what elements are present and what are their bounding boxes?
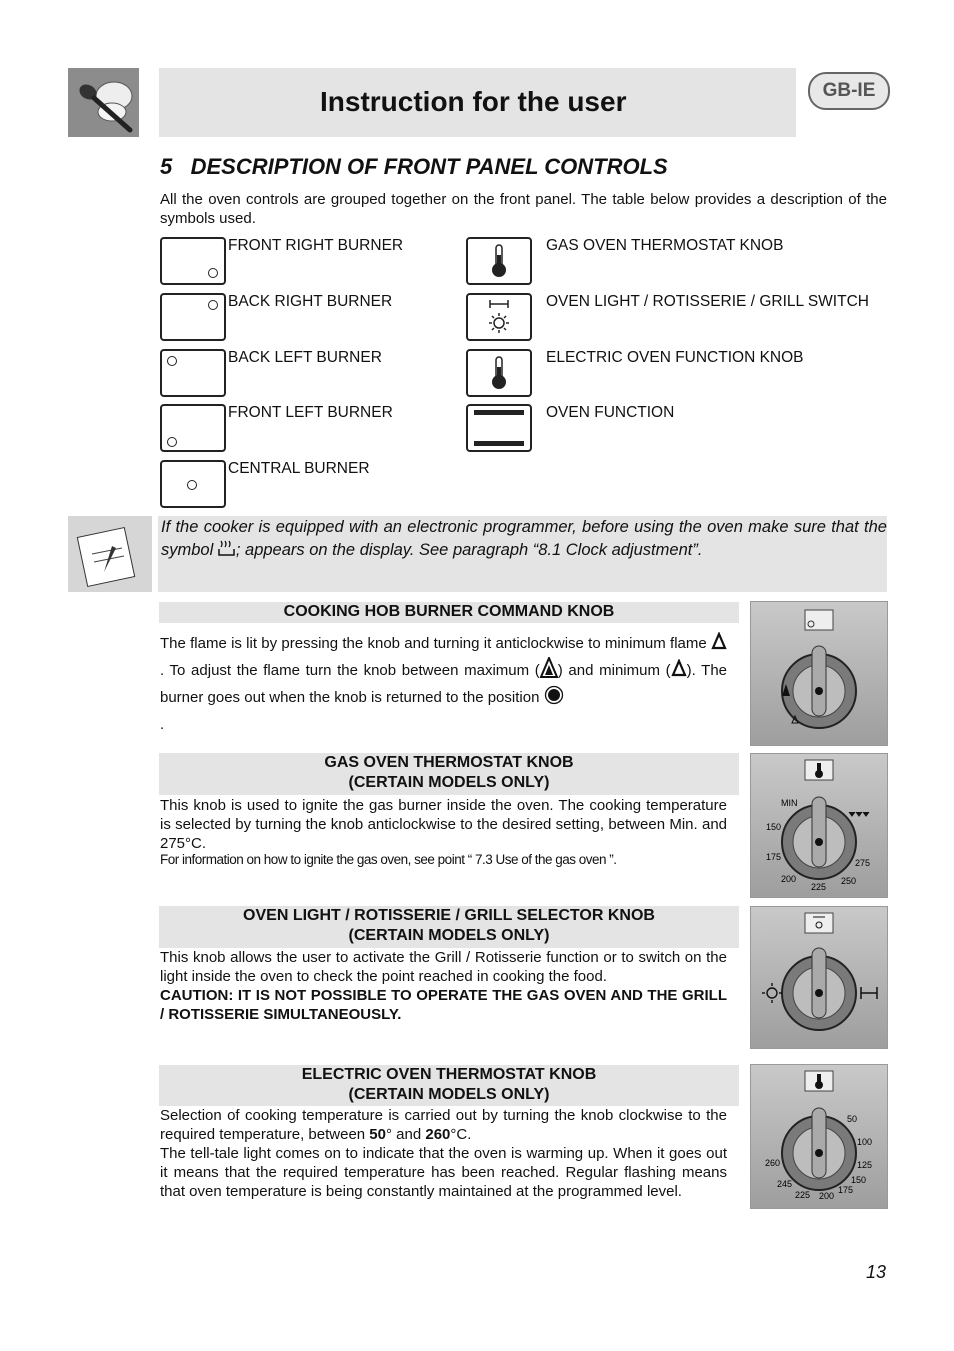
dial-label: 150 [851, 1175, 867, 1185]
dial-label: 50 [847, 1114, 858, 1124]
section-heading: COOKING HOB BURNER COMMAND KNOB [159, 602, 739, 623]
thermometer-icon [466, 349, 532, 397]
section-heading [159, 753, 739, 795]
note-text: If the cooker is equipped with an electronic programmer, before using the oven make sure that the symbol ; appears on the display. See paragraph “8.1 Clock adjustment”. [161, 518, 887, 559]
heading-line: OVEN LIGHT / ROTISSERIE / GRILL SELECTOR KNOB [243, 907, 655, 924]
symbol-label: BACK LEFT BURNER [228, 349, 382, 366]
heading-line: (CERTAIN MODELS ONLY) [348, 1086, 550, 1103]
symbol-label: CENTRAL BURNER [228, 460, 370, 477]
dial-label: MIN [781, 798, 798, 808]
burner-back-right-icon [160, 293, 226, 341]
symbol-label: ELECTRIC OVEN FUNCTION KNOB [546, 349, 804, 366]
hob-knob-image [750, 601, 888, 746]
small-flame-icon [671, 659, 687, 677]
dial-label: 125 [857, 1160, 873, 1170]
dial-label: 150 [766, 822, 782, 832]
dial-label: 225 [811, 882, 827, 892]
symbol-label: OVEN LIGHT / ROTISSERIE / GRILL SWITCH [546, 293, 869, 310]
dial-label: 225 [795, 1190, 811, 1200]
heading-line: GAS OVEN THERMOSTAT KNOB [324, 754, 574, 771]
page-title: Instruction for the user [320, 86, 627, 117]
symbol-label: FRONT LEFT BURNER [228, 404, 393, 421]
heading-line: (CERTAIN MODELS ONLY) [348, 774, 550, 791]
chef-logo [68, 68, 139, 137]
light-selector-knob-image [750, 906, 888, 1049]
hob-display-icon [218, 539, 236, 557]
gas-thermostat-knob-image [750, 753, 888, 898]
burner-central-icon [160, 460, 226, 508]
spoon-hat-icon [68, 68, 139, 137]
dial-label: 175 [838, 1185, 854, 1195]
large-flame-icon [540, 657, 558, 679]
burner-front-right-icon [160, 237, 226, 285]
gas-thermostat-description: This knob is used to ignite the gas burner inside the oven. The cooking temperature is selected by turning the knob anticlockwise to the desired setting, between Min. and 275°C. [160, 797, 727, 852]
light-selector-description: This knob allows the user to activate the Grill / Rotisserie function or to switch on the light inside the oven to check the point reached in cooking the food. [160, 949, 727, 985]
section-title: 5 DESCRIPTION OF FRONT PANEL CONTROLS [160, 154, 668, 179]
electric-thermostat-knob-image [750, 1064, 888, 1209]
symbol-label: GAS OVEN THERMOSTAT KNOB [546, 237, 784, 254]
section-heading [159, 906, 739, 948]
gas-thermostat-note: For information on how to ignite the gas oven, see point “ 7.3 Use of the gas oven ”. [160, 852, 617, 867]
heading-line: ELECTRIC OVEN THERMOSTAT KNOB [301, 1066, 597, 1083]
light-grill-icon [466, 293, 532, 341]
top-bottom-heat-icon [466, 404, 532, 452]
electric-thermostat-description: Selection of cooking temperature is carried out by turning the knob clockwise to the required temperature, between 50° and 260°C. The tell-tale light comes on to indicate that the oven is warming up. When it goes out it means that the required temperature has been reached. Regular flashing means that oven temperature is being constantly maintained at the programmed level. [160, 1107, 727, 1200]
intro-paragraph: All the oven controls are grouped together on the front panel. The table below provides a description of the symbols used. [160, 191, 887, 227]
thermometer-icon [466, 237, 532, 285]
caution-text: CAUTION: IT IS NOT POSSIBLE TO OPERATE THE GAS OVEN AND THE GRILL / ROTISSERIE SIMULTANEOUSLY. [160, 987, 727, 1023]
dial-label: 200 [781, 874, 797, 884]
off-position-icon [544, 685, 564, 705]
language-badge: GB-IE [808, 72, 890, 110]
small-flame-icon [711, 632, 727, 650]
dial-label: 245 [777, 1179, 793, 1189]
section-heading [159, 1065, 739, 1106]
dial-label: 100 [857, 1137, 873, 1147]
dial-label: 275 [855, 858, 871, 868]
burner-front-left-icon [160, 404, 226, 452]
dial-label: 200 [819, 1191, 835, 1201]
burner-back-left-icon [160, 349, 226, 397]
hob-knob-description: The flame is lit by pressing the knob and turning it anticlockwise to minimum flame . To adjust the flame turn the knob between maximum ( ) and minimum ( ). The burner goes out when the knob is returned to the position . [160, 630, 727, 738]
symbol-label: FRONT RIGHT BURNER [228, 237, 404, 254]
note-icon [68, 516, 152, 592]
symbol-label: BACK RIGHT BURNER [228, 293, 393, 310]
symbol-label: OVEN FUNCTION [546, 404, 675, 421]
page-number: 13 [866, 1262, 887, 1282]
dial-label: 260 [765, 1158, 781, 1168]
heading-line: (CERTAIN MODELS ONLY) [348, 927, 550, 944]
dial-label: 175 [766, 852, 782, 862]
dial-label: 250 [841, 876, 857, 886]
